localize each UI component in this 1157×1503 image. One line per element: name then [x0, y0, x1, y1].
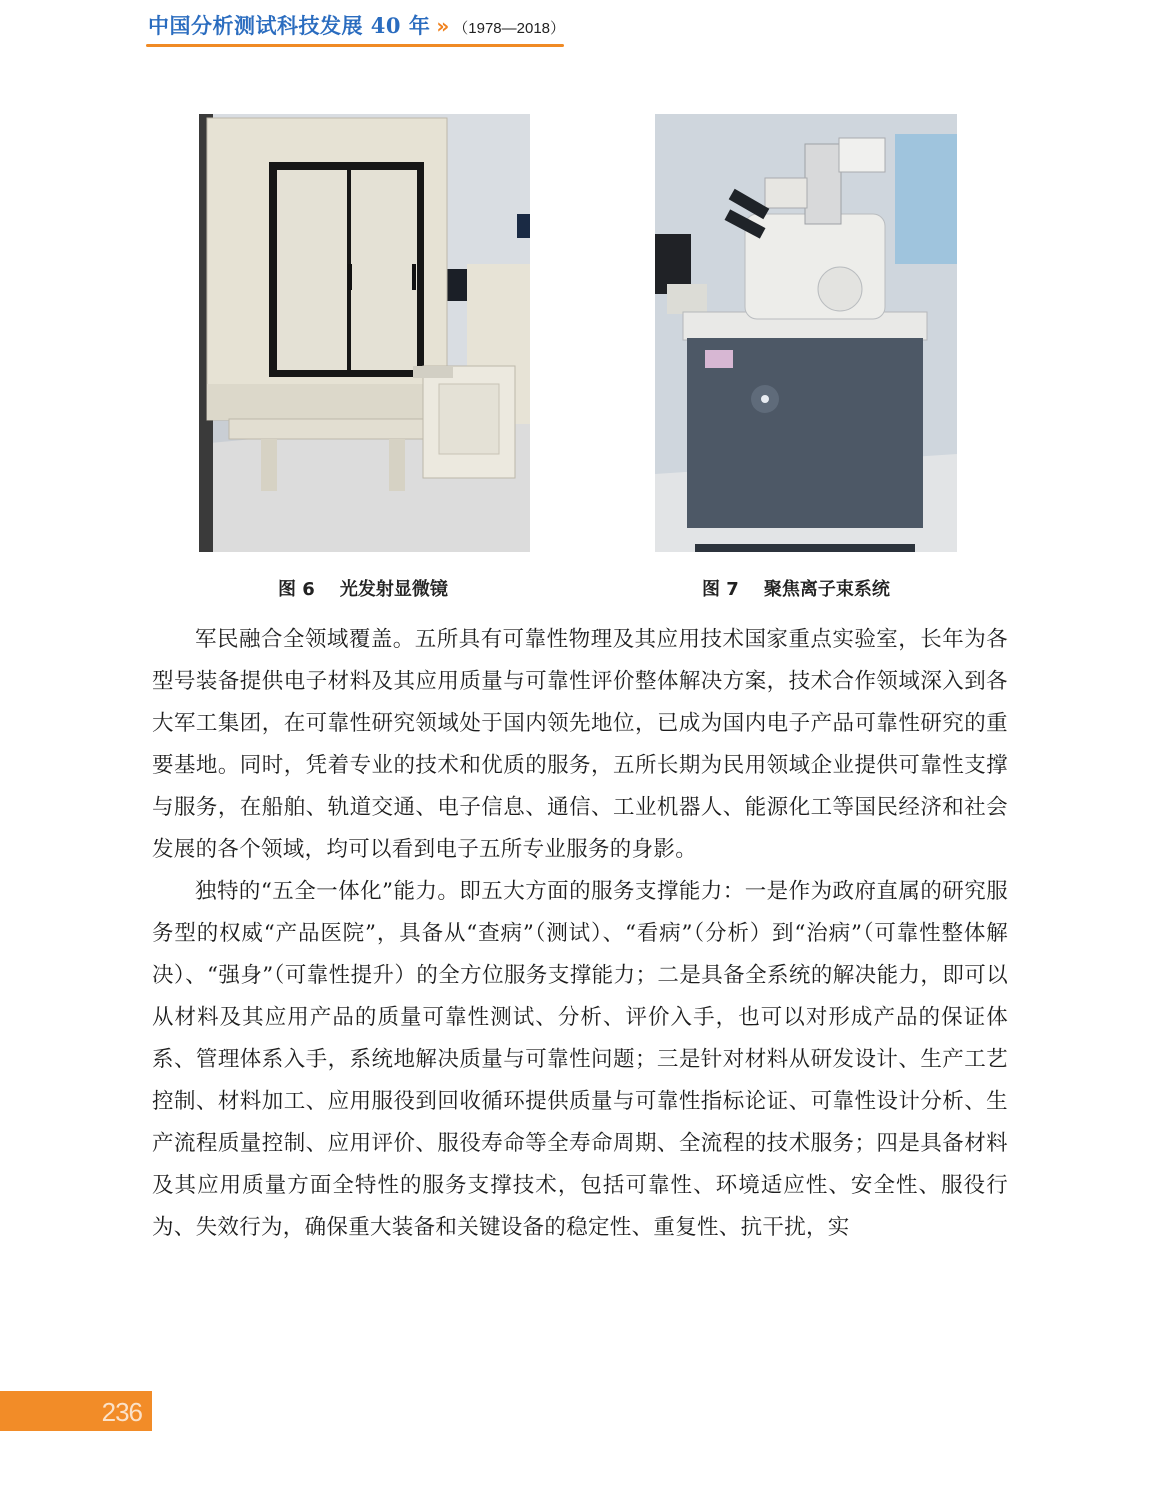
page-number-tab [0, 1391, 152, 1431]
figure-6-caption: 图 6 光发射显微镜 [278, 579, 448, 600]
header-rule [146, 44, 564, 47]
book-title: 中国分析测试科技发展 40 年 [148, 13, 431, 38]
page-number: 236 [101, 1397, 142, 1427]
body-text [152, 619, 1008, 1249]
header-years: （1978—2018） [453, 20, 566, 37]
figure-7-caption: 图 7 聚焦离子束系统 [702, 579, 890, 600]
paragraph-military-civil: 军民融合全领域覆盖。五所具有可靠性物理及其应用技术国家重点实验室，长年为各型号装备提供电子材料及其应用质量与可靠性评价整体解决方案，技术合作领域深入到各大军工集团，在可靠性研究领域处于国内领先地位，已成为国内电子产品可靠性研究的重要基地。同时，凭着专业的技术和优质的服务，五所长期为民用领域企业提供可靠性支撑与服务，在船舶、轨道交通、电子信息、通信、工业机器人、能源化工等国民经济和社会发展的各个领域，均可以看到电子五所专业服务的身影。 [152, 627, 1008, 862]
figure-6-photo [199, 114, 530, 552]
paragraph-five-in-one: 独特的“五全一体化”能力。即五大方面的服务支撑能力：一是作为政府直属的研究服务型的权威“产品医院”，具备从“查病”（测试）、“看病”（分析）到“治病”（可靠性整体解决）、“强身”（可靠性提升）的全方位服务支撑能力；二是具备全系统的解决能力，即可以从材料及其应用产品的质量可靠性测试、分析、评价入手，也可以对形成产品的保证体系、管理体系入手，系统地解决质量与可靠性问题；三是针对材料从研发设计、生产工艺控制、材料加工、应用服役到回收循环提供质量与可靠性指标论证、可靠性设计分析、生产流程质量控制、应用评价、服役寿命等全寿命周期、全流程的技术服务；四是具备材料及其应用质量方面全特性的服务支撑技术，包括可靠性、环境适应性、安全性、服役行为、失效行为，确保重大装备和关键设备的稳定性、重复性、抗干扰，实 [152, 879, 1008, 1240]
running-header [148, 10, 565, 40]
header-arrows: » [436, 14, 450, 38]
figure-7-photo [655, 114, 957, 552]
